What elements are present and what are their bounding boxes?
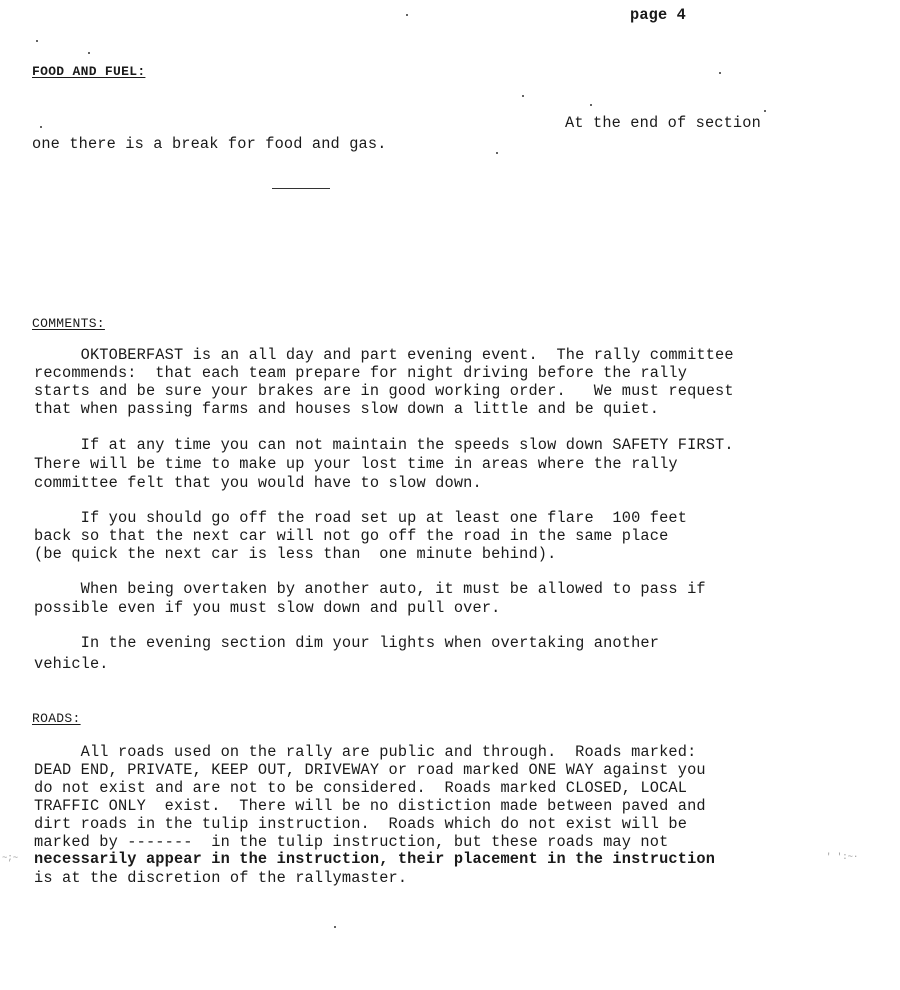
comments-p3-line-2: back so that the next car will not go off the road in the same place <box>34 527 669 545</box>
comments-p4-line-2: possible even if you must slow down and pull over. <box>34 599 501 617</box>
scan-speck <box>590 104 592 106</box>
comments-p3-line-3: (be quick the next car is less than one minute behind). <box>34 545 557 563</box>
roads-p1-line-4: TRAFFIC ONLY exist. There will be no distiction made between paved and <box>34 797 706 815</box>
scan-speck <box>406 14 408 16</box>
roads-p1-line-7: necessarily appear in the instruction, their placement in the instruction <box>34 850 716 868</box>
comments-p2-line-3: committee felt that you would have to slow down. <box>34 474 482 492</box>
comments-p2-line-1: If at any time you can not maintain the speeds slow down SAFETY FIRST. <box>34 436 734 454</box>
roads-p1-line-2: DEAD END, PRIVATE, KEEP OUT, DRIVEWAY or road marked ONE WAY against you <box>34 761 706 779</box>
food-and-fuel-line-1: At the end of section <box>565 114 761 132</box>
scan-speck <box>334 926 336 928</box>
food-and-fuel-heading: FOOD AND FUEL: <box>32 64 146 79</box>
comments-p4-line-1: When being overtaken by another auto, it must be allowed to pass if <box>34 580 706 598</box>
comments-p3-line-1: If you should go off the road set up at least one flare 100 feet <box>34 509 688 527</box>
roads-p1-line-1: All roads used on the rally are public and through. Roads marked: <box>34 743 697 761</box>
scan-speck <box>496 152 498 154</box>
roads-p1-line-5: dirt roads in the tulip instruction. Roads which do not exist will be <box>34 815 688 833</box>
comments-p5-line-2: vehicle. <box>34 655 109 673</box>
comments-p1-line-1: OKTOBERFAST is an all day and part evening event. The rally committee <box>34 346 734 364</box>
scan-dash <box>272 188 330 189</box>
scan-smudge-right: ' ':~· <box>826 852 859 862</box>
roads-p1-line-8: is at the discretion of the rallymaster. <box>34 869 408 887</box>
comments-heading: COMMENTS: <box>32 316 105 331</box>
roads-p1-line-6: marked by ------- in the tulip instruction, but these roads may not <box>34 833 669 851</box>
scan-speck <box>764 110 766 112</box>
page-number: page 4 <box>630 6 686 24</box>
comments-p1-line-3: starts and be sure your brakes are in good working order. We must request <box>34 382 734 400</box>
roads-p1-line-3: do not exist and are not to be considered. Roads marked CLOSED, LOCAL <box>34 779 688 797</box>
comments-p1-line-2: recommends: that each team prepare for night driving before the rally <box>34 364 688 382</box>
roads-heading: ROADS: <box>32 711 81 726</box>
comments-p2-line-2: There will be time to make up your lost time in areas where the rally <box>34 455 678 473</box>
food-and-fuel-line-2: one there is a break for food and gas. <box>32 135 387 153</box>
comments-p1-line-4: that when passing farms and houses slow down a little and be quiet. <box>34 400 660 418</box>
scan-speck <box>522 95 524 97</box>
scan-smudge-left: ~;~ <box>2 853 19 863</box>
scan-speck <box>88 52 90 54</box>
comments-p5-line-1: In the evening section dim your lights when overtaking another <box>34 634 660 652</box>
scan-speck <box>36 40 38 42</box>
scan-speck <box>719 72 721 74</box>
scan-speck <box>40 126 42 128</box>
